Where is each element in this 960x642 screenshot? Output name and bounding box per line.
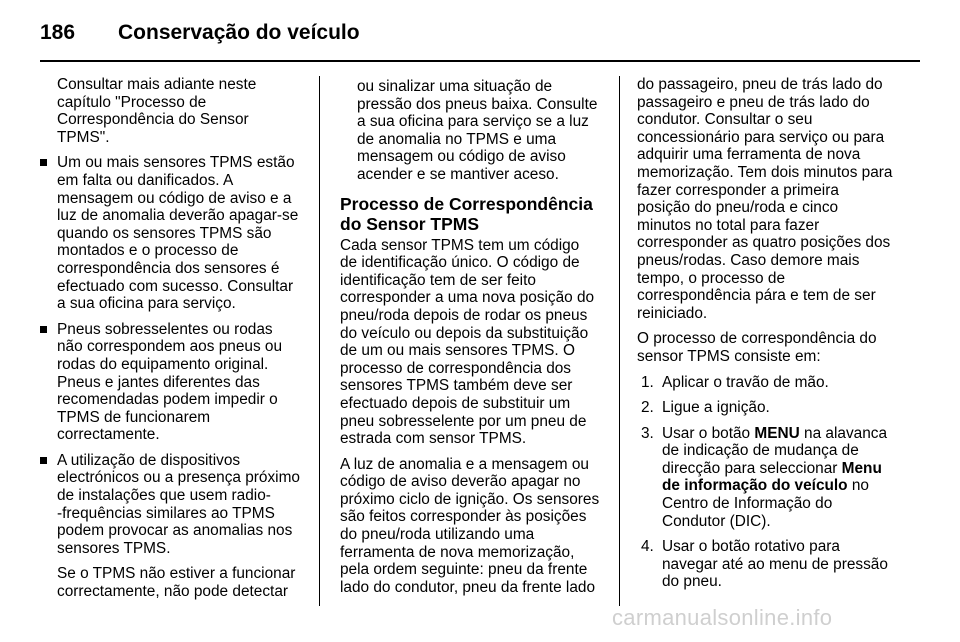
text-line: adquirir uma ferramenta de nova	[637, 146, 861, 164]
bullet-item	[40, 452, 305, 558]
bullet-item	[40, 154, 305, 312]
section-heading	[340, 194, 606, 235]
text-line: rodas do equipamento original.	[57, 355, 269, 373]
intro-paragraph	[40, 76, 305, 146]
text-line: recomendadas podem impedir o	[57, 391, 278, 409]
step-number: 1.	[641, 373, 654, 391]
text-line: A utilização de dispositivos	[57, 451, 241, 469]
text-line: de instalações que usem radio-	[57, 487, 271, 505]
text-line: do passageiro, pneu de trás lado do	[637, 76, 883, 93]
text-line: pressão dos pneus baixa. Consulte	[357, 95, 598, 113]
text-line: minutos no total para fazer	[637, 216, 820, 234]
text-line: a sua oficina para serviço se a luz	[357, 113, 589, 131]
bullet-item	[40, 321, 305, 444]
text-line	[662, 460, 903, 478]
text-line: Um ou mais sensores TPMS estão	[57, 154, 295, 172]
text-line: capítulo "Processo de	[57, 93, 207, 111]
text-line: TPMS de funcionarem	[57, 408, 211, 426]
text-line: quando os sensores TPMS são	[57, 224, 272, 242]
text-line: Cada sensor TPMS tem um código	[340, 236, 580, 254]
text-line: próximo ciclo de ignição. Os sensores	[340, 490, 600, 508]
text-line: Usar o botão rotativo para	[662, 538, 840, 556]
text-line: código de aviso deverão apagar no	[340, 473, 581, 491]
text-line: condutor. Consultar o seu	[637, 111, 813, 129]
step-item	[637, 538, 903, 591]
text-line: do veículo ou depois da substituição	[340, 324, 589, 342]
text-line: Pneus e jantes diferentes das	[57, 373, 260, 391]
text-line: posição do pneu/roda e cinco	[637, 199, 839, 217]
text-line: identificação tem de ser feito	[340, 271, 536, 289]
text-line: fazer corresponder a primeira	[637, 181, 839, 199]
text-line: TPMS".	[57, 128, 110, 146]
step-number: 2.	[641, 399, 654, 417]
text-line: sensores TPMS também deve ser	[340, 377, 573, 395]
text-line: pela ordem seguinte: pneu da frente	[340, 561, 588, 579]
heading-line: Processo de Correspondência	[340, 193, 593, 214]
text-run: na alavanca	[799, 424, 888, 442]
text-line: Correspondência do Sensor	[57, 111, 249, 129]
text-line: tempo, o processo de	[637, 269, 786, 287]
text-line: correctamente, não pode detectar	[57, 583, 289, 601]
text-line: de anomalia no TPMS e uma	[357, 130, 557, 148]
text-line: processo de correspondência dos	[340, 359, 572, 377]
text-line: pneu sobresselente por um pneu de	[340, 412, 587, 430]
step-item	[637, 399, 903, 417]
text-line: de um ou mais sensores TPMS. O	[340, 342, 575, 360]
text-line: memorização. Tem dois minutos para	[637, 163, 893, 181]
menu-name-label: de informação do veículo	[662, 477, 848, 495]
text-line	[662, 425, 903, 443]
text-run: Usar o botão	[662, 424, 755, 442]
step-number: 3.	[641, 424, 654, 442]
text-line: Aplicar o travão de mão.	[662, 373, 829, 391]
text-line: não correspondem aos pneus ou	[57, 338, 283, 356]
text-line: passageiro e pneu de trás lado do	[637, 93, 870, 111]
text-line: sensores TPMS.	[57, 539, 171, 557]
text-line: sensor TPMS consiste em:	[637, 347, 821, 365]
text-line: a sua oficina para serviço.	[57, 295, 236, 313]
page-number: 186	[40, 21, 76, 44]
text-line: Ligue a ignição.	[662, 399, 770, 417]
text-line: pneu/roda depois de rodar os pneus	[340, 306, 588, 324]
text-line: efectuado com sucesso. Consultar	[57, 277, 294, 295]
text-line: do pneu.	[662, 573, 722, 591]
text-line: podem provocar as anomalias nos	[57, 522, 293, 540]
column-divider	[619, 76, 620, 606]
paragraph	[340, 456, 606, 597]
text-line: ou sinalizar uma situação de	[357, 78, 553, 95]
text-line: estrada com sensor TPMS.	[340, 430, 527, 448]
paragraph	[340, 237, 606, 448]
text-line: corresponder as quatro posições dos	[637, 234, 891, 252]
text-line: de identificação único. O código de	[340, 254, 580, 272]
text-line: de indicação de mudança de	[662, 442, 859, 460]
page-header	[40, 14, 920, 62]
text-line: O processo de correspondência do	[637, 330, 877, 348]
step-item	[637, 425, 903, 531]
text-line	[662, 477, 903, 495]
column-3	[637, 76, 903, 599]
menu-button-label: MENU	[754, 424, 800, 442]
text-line: do pneu/roda utilizando uma	[340, 526, 535, 544]
paragraph	[637, 330, 903, 365]
text-line: lado do condutor, pneu da frente lado	[340, 578, 596, 596]
column-divider	[319, 76, 320, 606]
text-line: correspondência pára e tem de ser	[637, 287, 876, 305]
text-line: Centro de Informação do	[662, 495, 833, 513]
text-line: mensagem ou código de aviso	[357, 148, 566, 166]
text-line: acender e se mantiver aceso.	[357, 165, 559, 183]
paragraph	[340, 78, 606, 184]
text-line: reiniciado.	[637, 304, 708, 322]
text-run: no	[847, 477, 869, 495]
heading-line: do Sensor TPMS	[340, 214, 480, 235]
text-line: Se o TPMS não estiver a funcionar	[57, 565, 296, 583]
text-line: Consultar mais adiante neste	[57, 76, 257, 93]
text-line: corresponder a uma nova posição do	[340, 289, 595, 307]
text-line: correctamente.	[57, 426, 160, 444]
text-run: direcção para seleccionar	[662, 459, 842, 477]
paragraph	[40, 565, 305, 600]
text-line: em falta ou danificados. A	[57, 171, 234, 189]
paragraph	[637, 76, 903, 322]
text-line: electrónicos ou a presença próximo	[57, 469, 300, 487]
text-line: A luz de anomalia e a mensagem ou	[340, 455, 589, 473]
text-line: montados e o processo de	[57, 242, 239, 260]
text-line: efectuado depois de substituir um	[340, 394, 571, 412]
text-line: mensagem ou código de aviso e a	[57, 189, 292, 207]
text-line: Condutor (DIC).	[662, 512, 771, 530]
step-number: 4.	[641, 538, 654, 556]
text-line: luz de anomalia deverão apagar-se	[57, 207, 299, 225]
step-item	[637, 374, 903, 392]
column-2	[340, 78, 606, 604]
column-1	[40, 76, 305, 609]
text-line: pneus/rodas. Caso demore mais	[637, 251, 860, 269]
text-line: concessionário para serviço ou para	[637, 128, 885, 146]
text-line: são feitos corresponder às posições	[340, 508, 587, 526]
text-line: correspondência dos sensores é	[57, 259, 280, 277]
text-line: Pneus sobresselentes ou rodas	[57, 320, 273, 338]
text-line: ferramenta de nova memorização,	[340, 543, 575, 561]
menu-name-label: Menu	[841, 459, 882, 477]
text-line: -frequências similares ao TPMS	[57, 504, 275, 522]
text-line: navegar até ao menu de pressão	[662, 555, 888, 573]
watermark: carmanualsonline.info	[612, 605, 833, 630]
page-title: Conservação do veículo	[118, 21, 360, 44]
